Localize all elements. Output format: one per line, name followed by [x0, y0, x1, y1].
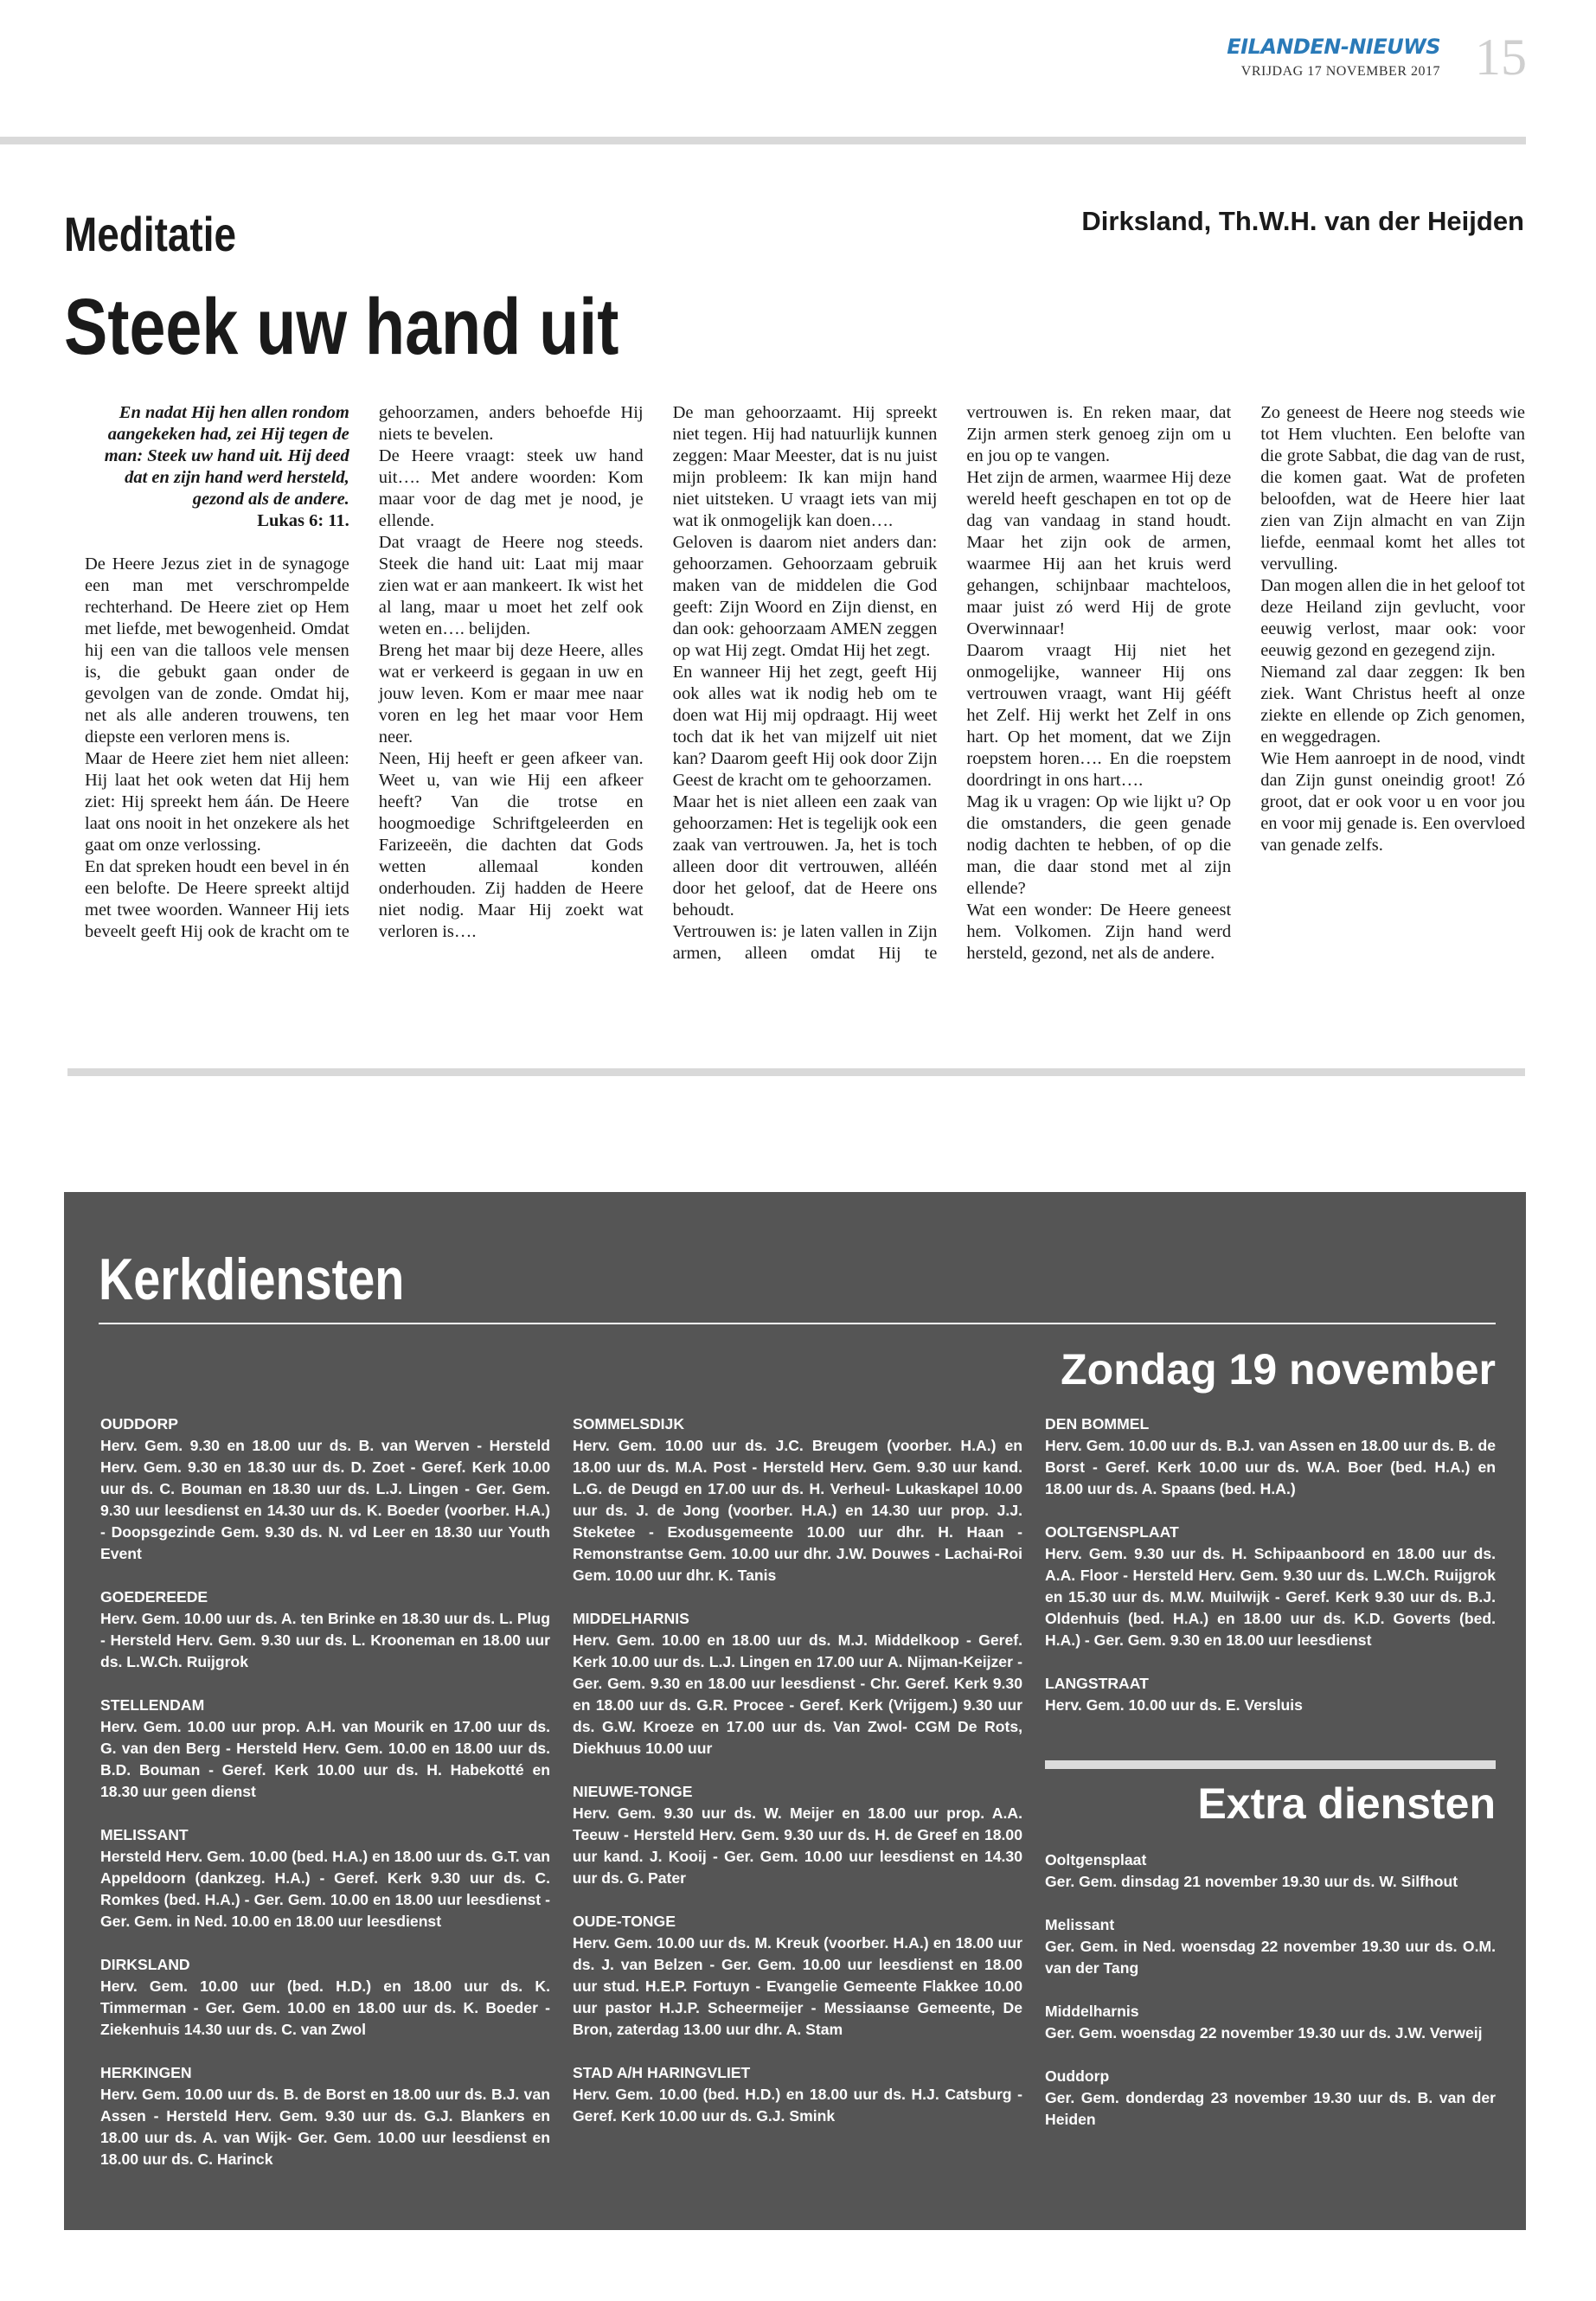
service-place: GOEDEREEDE	[100, 1588, 208, 1606]
service-details: Herv. Gem. 10.00 uur ds. B.J. van Assen en 18.00 uur ds. B. de Borst - Geref. Kerk 10.00 uur ds. W.A. Boer (bed. H.A.) en 18.00 uur ds. A. Spaans (bed. H.A.)	[1045, 1437, 1496, 1497]
service-place: Melissant	[1045, 1916, 1115, 1933]
article-paragraph: Maar de Heere ziet hem niet alleen: Hij laat het ook weten dat Hij hem ziet: Hij spreekt hem áán. De Heere laat ons nooit in het onzekere als het gaat om onze verlossing.	[85, 749, 349, 855]
service-entry	[573, 1781, 1022, 1889]
service-details: Ger. Gem. woensdag 22 november 19.30 uur ds. J.W. Verweij	[1045, 2024, 1483, 2041]
service-place: Ooltgensplaat	[1045, 1851, 1147, 1868]
service-entry	[573, 1911, 1022, 2041]
service-details: Herv. Gem. 9.30 uur ds. H. Schipaanboord en 18.00 uur ds. A.A. Floor - Hersteld Herv. Gem. 9.30 uur ds. L.W.Ch. Ruijgrok en 15.30 uur ds. M.W. Muilwijk - Geref. Kerk 9.30 uur ds. B.J. Oldenhuis (bed. H.A.) en 18.00 uur ds. K.D. Goverts (bed. H.A.) - Ger. Gem. 9.30 en 18.00 uur leesdienst	[1045, 1545, 1496, 1649]
article-headline: Steek uw hand uit	[64, 283, 619, 371]
service-entry	[1045, 1413, 1496, 1500]
service-entry	[100, 1695, 550, 1803]
service-details: Herv. Gem. 10.00 (bed. H.D.) en 18.00 uur ds. H.J. Catsburg - Geref. Kerk 10.00 uur ds. G.J. Smink	[573, 2086, 1022, 2125]
bible-reference: Lukas 6: 11.	[257, 511, 349, 530]
article-paragraph: De Heere vraagt: steek uw hand uit…. Met andere woorden: Kom maar voor de dag met je nood, je ellende.	[378, 446, 644, 530]
masthead	[1227, 29, 1527, 86]
page-number: 15	[1475, 29, 1527, 86]
service-place: STAD A/H HARINGVLIET	[573, 2064, 751, 2081]
service-place: NIEUWE-TONGE	[573, 1783, 693, 1800]
service-details: Herv. Gem. 10.00 uur ds. A. ten Brinke en 18.30 uur ds. L. Plug - Hersteld Herv. Gem. 9.30 uur ds. L. Krooneman en 18.00 uur ds. L.W.Ch. Ruijgrok	[100, 1610, 550, 1670]
extra-services-title: Extra diensten	[1197, 1779, 1496, 1828]
service-entry	[573, 1413, 1022, 1586]
extra-services-list	[1045, 1849, 1496, 2152]
service-details: Herv. Gem. 9.30 en 18.00 uur ds. B. van Werven - Hersteld Herv. Gem. 9.30 en 18.30 uur ds. D. Zoet - Geref. Kerk 10.00 uur ds. C. Bouman en 18.30 uur ds. L.J. Lingen - Ger. Gem. 9.30 uur leesdienst en 14.30 uur ds. K. Boeder (voorber. H.A.) - Doopsgezinde Gem. 9.30 ds. N. vd Leer en 18.30 uur Youth Event	[100, 1437, 550, 1562]
service-details: Herv. Gem. 10.00 uur (bed. H.D.) en 18.00 uur ds. K. Timmerman - Ger. Gem. 10.00 en 18.00 uur ds. K. Boeder - Ziekenhuis 14.30 uur ds. C. van Zwol	[100, 1977, 550, 2038]
service-place: OUDDORP	[100, 1415, 178, 1433]
article-paragraph: De Heere Jezus ziet in de synagoge een man met verschrompelde rechterhand. De Heere ziet op Hem met liefde, met bewogenheid. Omdat hij een van die talloos vele mensen is, die gebukt gaan onder de gevolgen van de zonde. Omdat hij, net als alle anderen trouwens, ten diepste een verloren mens is.	[85, 554, 349, 747]
article-paragraph: Wat een wonder: De Heere geneest hem. Volkomen. Zijn hand werd hersteld, gezond, net als de andere.	[966, 901, 1232, 963]
service-entry	[1045, 1522, 1496, 1651]
service-entry	[1045, 2001, 1496, 2044]
service-entry	[100, 1586, 550, 1673]
service-place: MELISSANT	[100, 1826, 189, 1843]
service-details: Ger. Gem. in Ned. woensdag 22 november 19.30 uur ds. O.M. van der Tang	[1045, 1938, 1496, 1977]
services-column-1	[100, 1413, 550, 2192]
service-entry	[573, 2062, 1022, 2127]
service-details: Herv. Gem. 10.00 en 18.00 uur ds. M.J. Middelkoop - Geref. Kerk 10.00 uur ds. L.J. Lingen en 17.00 uur A. Nijman-Keijzer - Ger. Gem. 9.30 en 18.00 uur leesdienst - Chr. Geref. Kerk 9.30 en 18.00 uur ds. G.R. Procee - Geref. Kerk (Vrijgem.) 9.30 uur ds. G.W. Kroeze en 17.00 uur ds. Van Zwol- CGM De Rots, Diekhuus 10.00 uur	[573, 1631, 1022, 1757]
article-paragraph: Niemand zal daar zeggen: Ik ben ziek. Want Christus heeft al onze ziekte en ellende op Zich genomen, en weggedragen.	[1260, 663, 1525, 747]
article-paragraph: Het zijn de armen, waarmee Hij deze wereld heeft geschapen en tot op de dag van vandaag in stand houdt. Maar het zijn ook de armen, waarmee Hij aan het kruis werd gehangen, schijnbaar machteloos, maar juist zó werd Hij de grote Overwinnaar!	[966, 468, 1232, 638]
article-paragraph: Wie Hem aanroept in de nood, vindt dan Zijn gunst oneindig groot! Zó groot, dat er ook voor u en voor jou en voor mij genade is. Een overvloed van genade zelfs.	[1260, 749, 1525, 855]
service-entry	[100, 1824, 550, 1932]
services-column-2	[573, 1413, 1022, 2149]
article-paragraph: En wanneer Hij het zegt, geeft Hij ook alles wat ik nodig heb om te doen wat Hij mij opdraagt. Hij weet toch dat ik het van mijzelf uit niet kan? Daarom geeft Hij ook door Zijn Geest de kracht om te gehoorzamen.	[672, 663, 938, 790]
service-details: Herv. Gem. 10.00 uur ds. M. Kreuk (voorber. H.A.) en 18.00 uur ds. J. van Belzen - Ger. Gem. 10.00 uur leesdienst en 18.00 uur stud. H.E.P. Fortuyn - Evangelie Gemeente Flakkee 10.00 uur pastor H.J.P. Scheermeijer - Messiaanse Gemeente, De Bron, zaterdag 13.00 uur dhr. A. Stam	[573, 1934, 1022, 2038]
issue-date: VRIJDAG 17 NOVEMBER 2017	[1240, 64, 1440, 79]
article-paragraph: Maar het is niet alleen een zaak van gehoorzamen: Het is tegelijk ook een zaak van vertrouwen. Ja, het is toch alleen door dit vertrouwen, alléén door het geloof, dat de Heere ons behoudt.	[672, 792, 938, 920]
service-entry	[100, 1954, 550, 2041]
newspaper-logo: EILANDEN-NIEUWS	[1227, 35, 1440, 59]
service-place: STELLENDAM	[100, 1696, 205, 1714]
service-place: Ouddorp	[1045, 2067, 1110, 2085]
service-place: SOMMELSDIJK	[573, 1415, 685, 1433]
article-paragraph: Geloven is daarom niet anders dan: gehoorzamen. Gehoorzaam gebruik maken van de middelen die God geeft: Zijn Woord en Zijn dienst, en dan ook: gehoorzaam AMEN zeggen op wat Hij zegt. Omdat Hij het zegt.	[672, 533, 938, 660]
author-location: Dirksland, Th.W.H. van der Heijden	[1081, 206, 1524, 236]
service-place: DIRKSLAND	[100, 1956, 190, 1973]
article-paragraph: Mag ik u vragen: Op wie lijkt u? Op die omstanders, die geen genade nodig dachten te hebben, of op die man, die daar stond met al zijn ellende?	[966, 792, 1232, 898]
service-details: Ger. Gem. dinsdag 21 november 19.30 uur ds. W. Silfhout	[1045, 1873, 1458, 1890]
services-title: Kerkdiensten	[99, 1247, 405, 1312]
section-divider	[67, 1068, 1525, 1076]
services-title-rule	[99, 1323, 1496, 1324]
service-entry	[100, 1413, 550, 1565]
article-paragraph: Vertrouwen is: je laten vallen in Zijn armen, alleen omdat Hij te vertrouwen is. En reken maar, dat Zijn armen sterk genoeg zijn om u en jou op te vangen.	[672, 403, 1232, 963]
article-paragraph: Breng het maar bij deze Heere, alles wat er verkeerd is gegaan in uw en jouw leven. Kom er maar mee naar voren en leg het maar voor Hem neer.	[378, 641, 644, 747]
service-details: Herv. Gem. 9.30 uur ds. W. Meijer en 18.00 uur prop. A.A. Teeuw - Hersteld Herv. Gem. 9.30 uur ds. H. de Greef en 18.00 uur kand. J. Kooij - Ger. Gem. 10.00 uur leesdienst en 14.30 uur ds. G. Pater	[573, 1804, 1022, 1887]
article-paragraph: Dat vraagt de Heere nog steeds. Steek die hand uit: Laat mij maar zien wat er aan mankeert. Ik wist het al lang, maar u moet het zelf ook weten en…. belijden.	[378, 533, 644, 638]
article-paragraph: En dat spreken houdt een bevel in én een belofte. De Heere spreekt altijd met twee woorden. Wanneer Hij iets beveelt geeft Hij ook de kracht om te gehoorzamen, anders behoefde Hij niets te bevelen.	[85, 403, 644, 941]
masthead-info	[1227, 35, 1440, 80]
service-entry	[1045, 2066, 1496, 2131]
service-details: Herv. Gem. 10.00 uur ds. B. de Borst en 18.00 uur ds. B.J. van Assen - Hersteld Herv. Gem. 9.30 uur ds. G.J. Blankers en 18.00 uur ds. A. van Wijk- Ger. Gem. 10.00 uur leesdienst en 18.00 uur ds. C. Harinck	[100, 2086, 550, 2168]
service-place: DEN BOMMEL	[1045, 1415, 1150, 1433]
services-date-heading: Zondag 19 november	[1061, 1345, 1496, 1394]
service-entry	[573, 1608, 1022, 1759]
extra-services-rule	[1045, 1760, 1496, 1769]
service-details: Herv. Gem. 10.00 uur ds. J.C. Breugem (voorber. H.A.) en 18.00 uur ds. M.A. Post - Hersteld Herv. Gem. 9.30 uur kand. L.G. de Deugd en 17.00 uur ds. H. Verheul- Lukaskapel 10.00 uur ds. J. de Jong (voorber. H.A.) en 14.30 uur prop. J.J. Steketee - Exodusgemeente 10.00 uur dhr. H. Haan - Remonstrantse Gem. 10.00 uur dhr. J.W. Douwes - Lachai-Roi Gem. 10.00 uur dhr. K. Tanis	[573, 1437, 1022, 1584]
section-kicker: Meditatie	[64, 207, 237, 261]
services-column-3	[1045, 1413, 1496, 1738]
service-details: Herv. Gem. 10.00 uur prop. A.H. van Mourik en 17.00 uur ds. G. van den Berg - Hersteld Herv. Gem. 10.00 en 18.00 uur ds. B.D. Bouman - Geref. Kerk 10.00 uur ds. H. Habekotté en 18.30 uur geen dienst	[100, 1718, 550, 1800]
service-entry	[1045, 1673, 1496, 1716]
service-details: Herv. Gem. 10.00 uur ds. E. Versluis	[1045, 1696, 1303, 1714]
service-place: OOLTGENSPLAAT	[1045, 1523, 1179, 1541]
service-details: Ger. Gem. donderdag 23 november 19.30 uur ds. B. van der Heiden	[1045, 2089, 1496, 2128]
service-place: Middelharnis	[1045, 2003, 1139, 2020]
service-place: HERKINGEN	[100, 2064, 192, 2081]
top-divider	[0, 137, 1526, 144]
article-paragraph: Neen, Hij heeft er geen afkeer van. Weet u, van wie Hij een afkeer heeft? Van die trotse en hoogmoedige Schriftgeleerden en Farizeeën, die dachten dat Gods wetten allemaal konden onderhouden. Zij hadden de Heere niet nodig. Maar Hij zoekt wat verloren is….	[378, 749, 644, 941]
church-services-box	[64, 1192, 1526, 2230]
service-place: MIDDELHARNIS	[573, 1610, 689, 1627]
service-entry	[100, 2062, 550, 2170]
article-paragraph: Dan mogen allen die in het geloof tot deze Heiland zijn gevlucht, voor eeuwig verlost, maar ook: voor eeuwig gezond en gezegend zijn.	[1260, 576, 1525, 660]
service-details: Hersteld Herv. Gem. 10.00 (bed. H.A.) en 18.00 uur ds. G.T. van Appeldoorn (dankzeg. H.A.) - Geref. Kerk 9.30 uur ds. C. Romkes (bed. H.A.) - Ger. Gem. 10.00 en 18.00 uur leesdienst - Ger. Gem. in Ned. 10.00 en 18.00 uur leesdienst	[100, 1848, 550, 1930]
article-body	[85, 402, 1525, 973]
article-paragraph: Daarom vraagt Hij niet het onmogelijke, wanneer Hij ons vertrouwen vraagt, want Hij gééft het Zelf. Hij werkt het Zelf in ons hart. Op het moment, dat we Zijn roepstem horen…. En die roepstem doordringt in ons hart….	[966, 641, 1232, 790]
service-place: OUDE-TONGE	[573, 1913, 676, 1930]
service-entry	[1045, 1849, 1496, 1893]
article-paragraph: Zo geneest de Heere nog steeds wie tot Hem vluchten. Een belofte van die grote Sabbat, die dag van de rust, die komen gaat. Wat de profeten beloofden, wat de Heere hier laat zien van Zijn almacht en van Zijn liefde, eenmaal komt het alles tot vervulling.	[1260, 403, 1525, 574]
service-entry	[1045, 1914, 1496, 1979]
bible-quote: En nadat Hij hen allen rondom aangekeken had, zei Hij tegen de man: Steek uw hand uit. Hij deed dat en zijn hand werd hersteld, gezond als de andere.	[104, 403, 349, 509]
article-paragraph: De man gehoorzaamt. Hij spreekt niet tegen. Hij had natuurlijk kunnen zeggen: Maar Meester, dat is nu juist mijn probleem: Ik kan mijn hand niet uitsteken. U vraagt iets van mij wat ik onmogelijk kan doen….	[672, 403, 938, 530]
service-place: LANGSTRAAT	[1045, 1675, 1149, 1692]
